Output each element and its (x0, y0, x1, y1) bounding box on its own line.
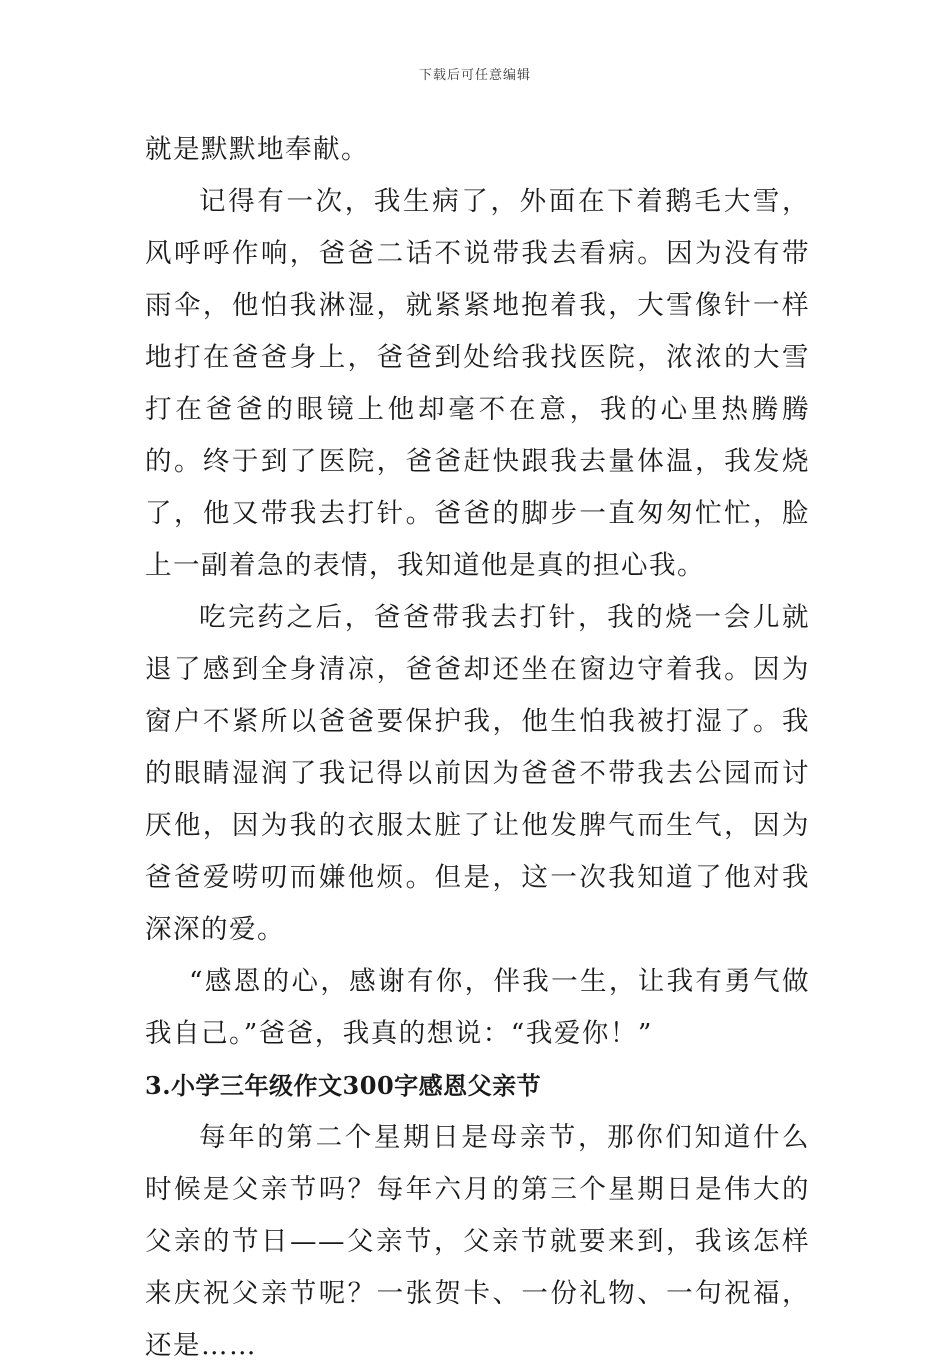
page-header: 下载后可任意编辑 (418, 68, 531, 83)
paragraph-quote: “感恩的心，感谢有你，伴我一生，让我有勇气做我自己。”爸爸，我真的想说：“我爱你！” (145, 966, 810, 1049)
paragraph-sick-memory: 记得有一次，我生病了，外面在下着鹅毛大雪，风呼呼作响，爸爸二话不说带我去看病。因为没有带雨伞，他怕我淋湿，就紧紧地抱着我，大雪像针一样地打在爸爸身上，爸爸到处给我找医院，浓浓的大雪打在爸爸的眼镜上他却毫不在意，我的心里热腾腾的。终于到了医院，爸爸赶快跟我去量体温，我发烧了，他又带我去打针。爸爸的脚步一直匆匆忙忙，脸上一副着急的表情，我知道他是真的担心我。 (145, 186, 810, 581)
paragraph-continuation: 就是默默地奉献。 (145, 134, 369, 165)
document-body (145, 124, 810, 1372)
paragraph-after-medicine: 吃完药之后，爸爸带我去打针，我的烧一会儿就退了感到全身清凉，爸爸却还坐在窗边守着我。因为窗户不紧所以爸爸要保护我，他生怕我被打湿了。我的眼睛湿润了我记得以前因为爸爸不带我去公园而讨厌他，因为我的衣服太脏了让他发脾气而生气，因为爸爸爱唠叨而嫌他烦。但是，这一次我知道了他对我深深的爱。 (145, 602, 810, 945)
paragraph-fathers-day: 每年的第二个星期日是母亲节，那你们知道什么时候是父亲节吗？每年六月的第三个星期日是伟大的父亲的节日——父亲节，父亲节就要来到，我该怎样来庆祝父亲节呢？一张贺卡、一份礼物、一句祝福，还是…… (145, 1122, 810, 1361)
section-heading: 3.小学三年级作文300字感恩父亲节 (145, 1071, 542, 1100)
